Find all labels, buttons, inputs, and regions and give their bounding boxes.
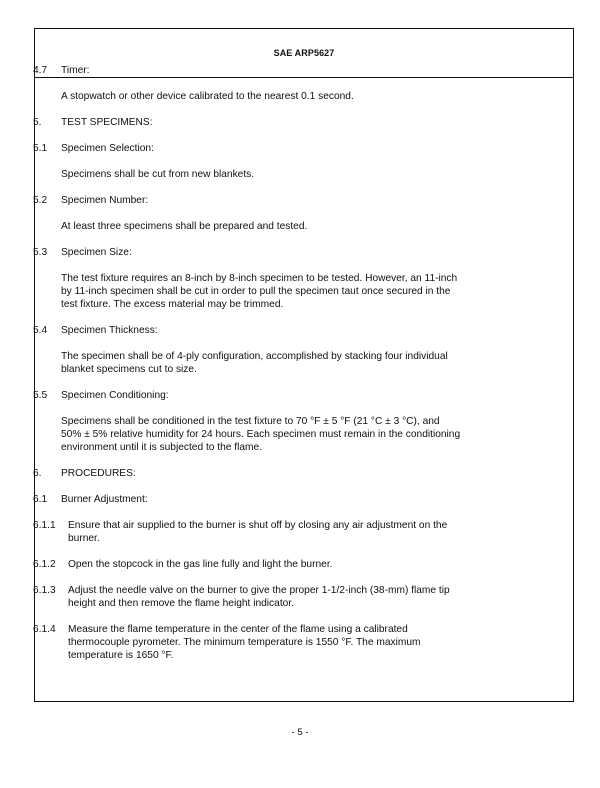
section-text-5-1: Specimens shall be cut from new blankets. [61, 169, 255, 180]
section-number: 6.1.1 [33, 520, 56, 531]
section-title: Timer: [61, 65, 90, 76]
document-title: SAE ARP5627 [273, 48, 335, 58]
section-number: 6.1.4 [33, 624, 56, 635]
section-text-5-2: At least three specimens shall be prepared and tested. [61, 221, 308, 232]
section-number: 4.7 [33, 65, 48, 76]
section-number: 6.1 [33, 494, 48, 505]
section-text-5-4: The specimen shall be of 4-ply configuration, accomplished by stacking four individual blanket specimens cut to size. [61, 351, 448, 375]
section-heading-5-2 [33, 194, 513, 207]
section-heading-5-4 [33, 324, 513, 337]
section-number: 5.5 [33, 390, 48, 401]
section-heading-5-5 [33, 389, 513, 402]
section-text: Adjust the needle valve on the burner to give the proper 1-1/2-inch (38-mm) flame tip height and then remove the flame height indicator. [68, 585, 450, 609]
section-heading-5 [33, 116, 513, 129]
section-heading-4-7 [33, 64, 513, 77]
section-6-1-4 [33, 623, 513, 662]
section-6-1-2 [33, 558, 513, 571]
document-body [33, 64, 513, 662]
section-number: 5.1 [33, 143, 48, 154]
section-number: 5.4 [33, 325, 48, 336]
section-title: Burner Adjustment: [61, 494, 148, 505]
section-title: Specimen Size: [61, 247, 132, 258]
section-number: 5. [33, 117, 42, 128]
section-title: Specimen Selection: [61, 143, 154, 154]
section-6-1-3 [33, 584, 513, 610]
section-6-1-1 [33, 519, 513, 545]
section-text: Open the stopcock in the gas line fully and light the burner. [68, 559, 333, 570]
section-text-5-5: Specimens shall be conditioned in the test fixture to 70 °F ± 5 °F (21 °C ± 3 °C), and 50% ± 5% relative humidity for 24 hours. Each specimen must remain in the conditioning environment until it is subjected to the flame. [61, 416, 461, 453]
section-heading-6-1 [33, 493, 513, 506]
section-number: 5.3 [33, 247, 48, 258]
section-title: TEST SPECIMENS: [61, 117, 153, 128]
section-title: Specimen Conditioning: [61, 390, 169, 401]
section-text: Measure the flame temperature in the center of the flame using a calibrated thermocouple pyrometer. The minimum temperature is 1550 °F. The maximum temperature is 1650 °F. [68, 624, 421, 661]
section-title: Specimen Thickness: [61, 325, 158, 336]
section-number: 6.1.3 [33, 585, 56, 596]
section-number: 5.2 [33, 195, 48, 206]
section-number: 6.1.2 [33, 559, 56, 570]
section-text-5-3: The test fixture requires an 8-inch by 8-inch specimen to be tested. However, an 11-inch by 11-inch specimen shall be cut in order to pull the specimen taut once secured in the test fixture. The excess material may be trimmed. [61, 273, 458, 310]
section-heading-5-3 [33, 246, 513, 259]
section-text: Ensure that air supplied to the burner is shut off by closing any air adjustment on the burner. [68, 520, 448, 544]
section-heading-5-1 [33, 142, 513, 155]
section-title: Specimen Number: [61, 195, 149, 206]
page-number: - 5 - [291, 727, 309, 738]
section-title: PROCEDURES: [61, 468, 136, 479]
section-number: 6. [33, 468, 42, 479]
section-text-4-7: A stopwatch or other device calibrated to the nearest 0.1 second. [61, 91, 354, 102]
section-heading-6 [33, 467, 513, 480]
